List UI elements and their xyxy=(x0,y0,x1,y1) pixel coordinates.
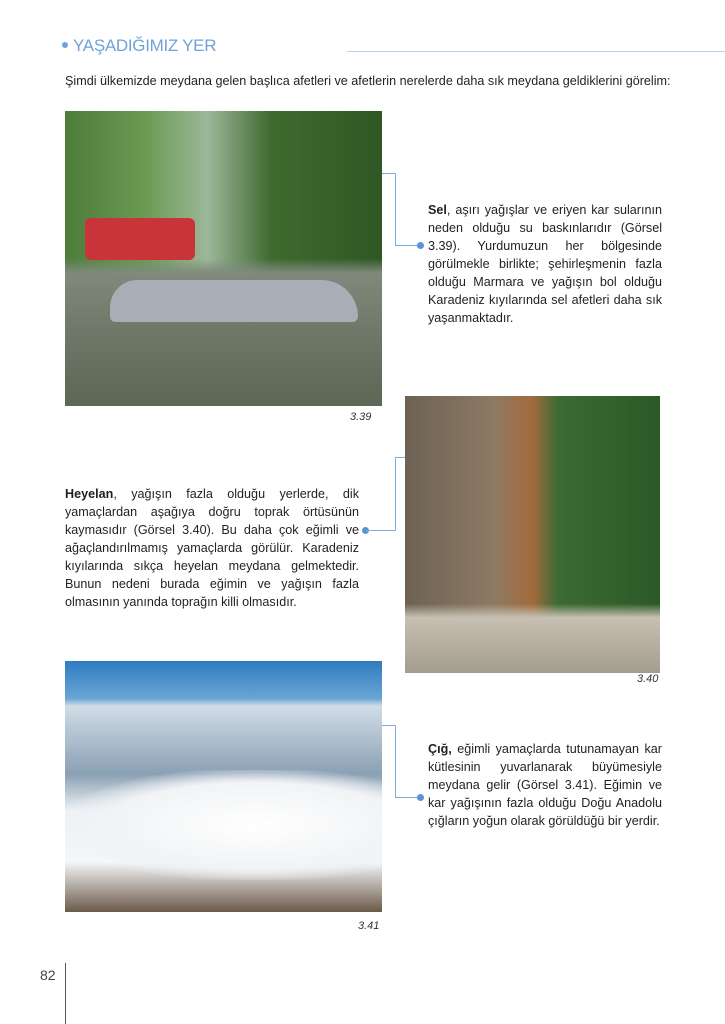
definition: , aşırı yağışlar ve eriyen kar sularının neden olduğu su baskınlarıdır (Görsel 3.39). Yurdumuzun her bölgesinde görülmekle birlikte; şehirleşmenin fazla olduğu Marmara ve yağışın bol olduğu Karadeniz kıyılarında sel afetleri daha sık yaşanmaktadır. xyxy=(428,203,662,325)
caption-3-41: 3.41 xyxy=(358,920,380,932)
landslide-photo xyxy=(405,396,660,673)
connector xyxy=(395,173,396,246)
flood-photo-submerged-car xyxy=(110,280,358,322)
connector xyxy=(395,725,396,798)
connector xyxy=(382,173,396,174)
connector xyxy=(395,457,396,531)
intro-paragraph: Şimdi ülkemizde meydana gelen başlıca afetleri ve afetlerin nerelerde daha sık meydana geldiklerini görelim: xyxy=(65,74,671,88)
connector xyxy=(395,457,405,458)
definition: , yağışın fazla olduğu yerlerde, dik yamaçlardan aşağıya doğru toprak örtüsünün kaymasıdır (Görsel 3.40). Bu daha çok eğimli ve ağaçlandırılmamış yamaçlarda görülür. Karadeniz kıyılarında sıkça heyelan meydana gelmektedir. Bunun nedeni burada eğimin ve yağışın fazla olmasının yanında toprağın killi olmasıdır. xyxy=(65,487,359,609)
page-number: 82 xyxy=(40,967,56,983)
term: Çığ, xyxy=(428,742,452,756)
connector xyxy=(382,725,396,726)
section-title: YAŞADIĞIMIZ YER xyxy=(62,36,216,56)
connector-dot xyxy=(417,794,424,801)
sel-paragraph xyxy=(428,201,662,327)
term: Heyelan xyxy=(65,487,114,501)
term: Sel xyxy=(428,203,447,217)
cig-paragraph xyxy=(428,740,662,830)
connector-dot xyxy=(417,242,424,249)
caption-3-40: 3.40 xyxy=(637,673,659,685)
bullet-icon xyxy=(62,42,68,48)
definition: eğimli yamaçlarda tutunamayan kar kütlesinin yuvarlanarak büyümesiyle meydana gelir (Görsel 3.41). Eğimin ve kar yağışının fazla olduğu Doğu Anadolu çığların yoğun olarak görüldüğü bir yerdir. xyxy=(428,742,662,828)
header-divider xyxy=(347,51,725,52)
flood-photo-red-car xyxy=(85,218,195,260)
connector xyxy=(366,530,395,531)
caption-3-39: 3.39 xyxy=(350,411,372,423)
footer-divider xyxy=(65,963,66,1024)
heyelan-paragraph xyxy=(65,485,359,611)
avalanche-photo-snow-cloud xyxy=(65,770,382,880)
